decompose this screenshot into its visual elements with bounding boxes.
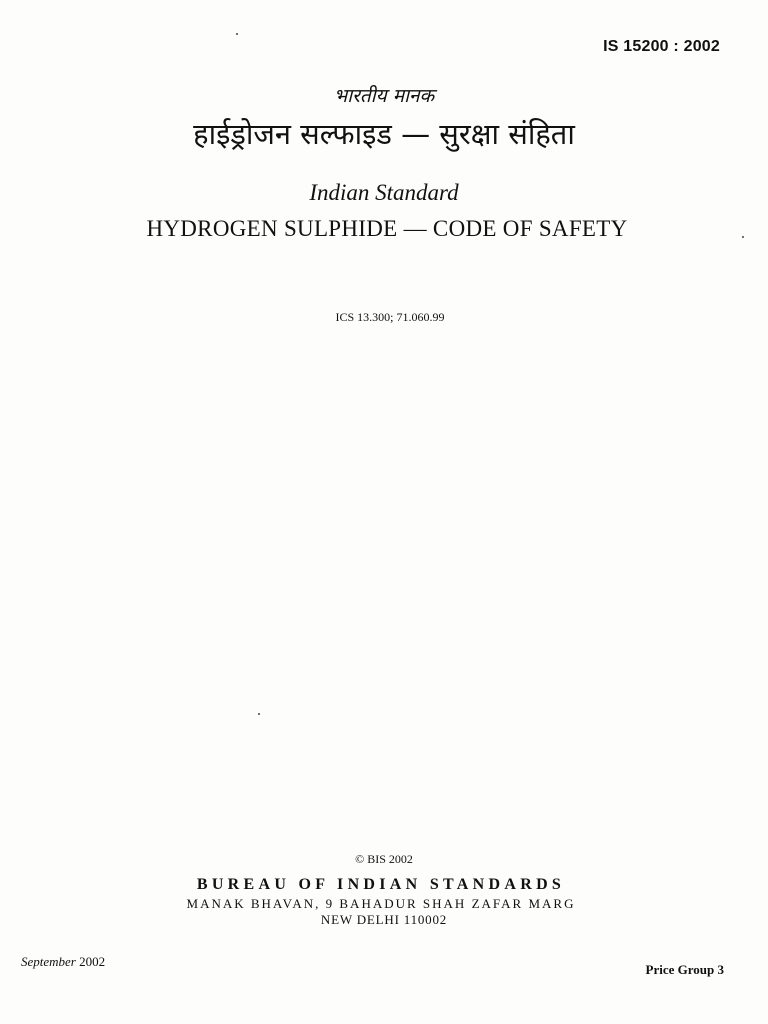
publisher-address: MANAK BHAVAN, 9 BAHADUR SHAH ZAFAR MARG <box>186 896 576 911</box>
publisher-name: BUREAU OF INDIAN STANDARDS <box>196 876 566 893</box>
english-title: HYDROGEN SULPHIDE — CODE OF SAFETY <box>146 216 628 241</box>
hindi-subtitle: भारतीय मानक <box>333 85 435 107</box>
scan-speck <box>258 713 260 715</box>
publication-year: 2002 <box>79 954 106 969</box>
hindi-title: हाईड्रोजन सल्फाइड — सुरक्षा संहिता <box>193 117 575 151</box>
copyright-notice: © BIS 2002 <box>355 852 413 866</box>
standard-number: IS 15200 : 2002 <box>603 38 720 55</box>
publication-month: September <box>21 954 76 969</box>
price-group: Price Group 3 <box>645 962 724 977</box>
english-subtitle: Indian Standard <box>309 180 459 205</box>
publication-date <box>21 954 105 970</box>
publisher-city: NEW DELHI 110002 <box>320 912 448 927</box>
scan-speck <box>236 33 238 35</box>
ics-code: ICS 13.300; 71.060.99 <box>335 310 445 324</box>
